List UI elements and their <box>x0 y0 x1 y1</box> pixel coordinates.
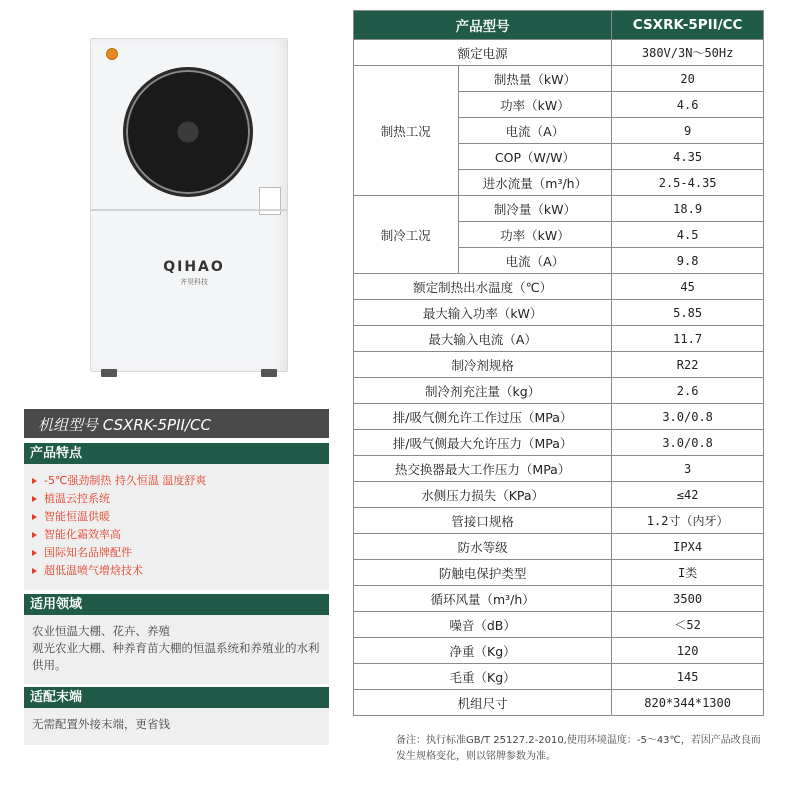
spec-label: 水侧压力损失（KPa） <box>354 482 612 508</box>
spec-row <box>354 66 764 92</box>
spec-label: 额定制热出水温度（℃） <box>354 274 612 300</box>
application-heading: 适用领域 <box>24 594 329 615</box>
spec-label: 制冷剂规格 <box>354 352 612 378</box>
feature-item <box>32 472 329 490</box>
spec-label: 排/吸气侧最大允许压力（MPa） <box>354 430 612 456</box>
header-param: 产品型号 <box>354 11 612 40</box>
spec-row <box>354 40 764 66</box>
feature-text: 智能恒温供暖 <box>44 510 110 523</box>
bullet-triangle-icon <box>32 514 37 520</box>
spec-value: 4.35 <box>612 144 764 170</box>
spec-label: 制冷量（kW） <box>458 196 612 222</box>
spec-value: ＜52 <box>612 612 764 638</box>
brand-logo-icon <box>106 48 118 60</box>
bullet-triangle-icon <box>32 568 37 574</box>
model-title: 机组型号 CSXRK-5PII/CC <box>38 416 211 434</box>
spec-row <box>354 300 764 326</box>
unit-foot <box>101 369 117 377</box>
spec-label: COP（W/W） <box>458 144 612 170</box>
spec-value: 4.6 <box>612 92 764 118</box>
feature-text: -5℃强劲制热 持久恒温 温度舒爽 <box>44 474 207 487</box>
spec-body <box>354 40 764 716</box>
spec-value: ≤42 <box>612 482 764 508</box>
spec-value: 3 <box>612 456 764 482</box>
spec-label: 净重（Kg） <box>354 638 612 664</box>
spec-header-row <box>354 11 764 40</box>
spec-value: 3.0/0.8 <box>612 404 764 430</box>
feature-text: 国际知名品牌配件 <box>44 546 132 559</box>
spec-row <box>354 378 764 404</box>
spec-value: 3500 <box>612 586 764 612</box>
spec-label: 最大输入功率（kW） <box>354 300 612 326</box>
terminal-heading: 适配末端 <box>24 687 329 708</box>
spec-label: 噪音（dB） <box>354 612 612 638</box>
feature-text: 植温云控系统 <box>44 492 110 505</box>
unit-brand-sub: 齐昊科技 <box>180 278 208 286</box>
spec-label: 管接口规格 <box>354 508 612 534</box>
spec-group-label: 制热工况 <box>354 66 459 196</box>
spec-row <box>354 482 764 508</box>
spec-row <box>354 638 764 664</box>
spec-row <box>354 352 764 378</box>
spec-row <box>354 404 764 430</box>
bullet-triangle-icon <box>32 532 37 538</box>
features-list <box>24 464 329 580</box>
unit-foot <box>261 369 277 377</box>
bullet-triangle-icon <box>32 478 37 484</box>
product-image <box>78 38 288 380</box>
spec-value: 2.6 <box>612 378 764 404</box>
feature-text: 超低温喷气增焓技术 <box>44 564 143 577</box>
bullet-triangle-icon <box>32 550 37 556</box>
spec-row <box>354 274 764 300</box>
spec-value: 2.5-4.35 <box>612 170 764 196</box>
spec-row <box>354 586 764 612</box>
spec-row <box>354 326 764 352</box>
spec-value: 120 <box>612 638 764 664</box>
spec-value: 145 <box>612 664 764 690</box>
spec-label: 毛重（Kg） <box>354 664 612 690</box>
spec-value: 18.9 <box>612 196 764 222</box>
spec-label: 循环风量（m³/h） <box>354 586 612 612</box>
spec-label: 功率（kW） <box>458 222 612 248</box>
spec-label: 功率（kW） <box>458 92 612 118</box>
features-heading: 产品特点 <box>24 443 329 464</box>
spec-value: 4.5 <box>612 222 764 248</box>
spec-label: 防水等级 <box>354 534 612 560</box>
spec-value: 9 <box>612 118 764 144</box>
spec-row <box>354 690 764 716</box>
heat-pump-unit <box>90 38 288 372</box>
spec-label: 最大输入电流（A） <box>354 326 612 352</box>
spec-row <box>354 534 764 560</box>
spec-value: I类 <box>612 560 764 586</box>
spec-value: 20 <box>612 66 764 92</box>
feature-item <box>32 490 329 508</box>
spec-label: 电流（A） <box>458 248 612 274</box>
model-title-bar <box>24 409 329 438</box>
features-panel <box>24 443 329 590</box>
spec-label: 额定电源 <box>354 40 612 66</box>
spec-row <box>354 430 764 456</box>
spec-row <box>354 612 764 638</box>
spec-value: 380V/3N～50Hz <box>612 40 764 66</box>
feature-item <box>32 544 329 562</box>
spec-value: 5.85 <box>612 300 764 326</box>
terminal-text: 无需配置外接末端，更省钱 <box>32 717 170 731</box>
spec-row <box>354 560 764 586</box>
spec-value: 820*344*1300 <box>612 690 764 716</box>
spec-label: 热交换器最大工作压力（MPa） <box>354 456 612 482</box>
footnote: 备注：执行标准GB/T 25127.2-2010,使用环境温度：-5～43℃，若因产品改良而发生规格变化，则以铭牌参数为准。 <box>396 735 761 762</box>
header-value: CSXRK-5PII/CC <box>612 11 764 40</box>
bullet-triangle-icon <box>32 496 37 502</box>
unit-brand: QIHAO <box>163 259 225 275</box>
spec-value: 11.7 <box>612 326 764 352</box>
spec-label: 制冷剂充注量（kg） <box>354 378 612 404</box>
application-panel <box>24 594 329 684</box>
feature-item <box>32 562 329 580</box>
spec-value: 45 <box>612 274 764 300</box>
terminal-panel <box>24 687 329 745</box>
application-line: 观光农业大棚、种养育苗大棚的恒温系统和养殖业的水利供用。 <box>32 641 320 672</box>
spec-value: R22 <box>612 352 764 378</box>
spec-label: 排/吸气侧允许工作过压（MPa） <box>354 404 612 430</box>
spec-value: 9.8 <box>612 248 764 274</box>
spec-value: IPX4 <box>612 534 764 560</box>
feature-item <box>32 526 329 544</box>
spec-row <box>354 196 764 222</box>
spec-row <box>354 508 764 534</box>
spec-label: 进水流量（m³/h） <box>458 170 612 196</box>
panel-seam <box>91 209 287 211</box>
spec-row <box>354 664 764 690</box>
spec-label: 防触电保护类型 <box>354 560 612 586</box>
feature-text: 智能化霜效率高 <box>44 528 121 541</box>
feature-item <box>32 508 329 526</box>
application-line: 农业恒温大棚、花卉、养殖 <box>32 624 170 638</box>
spec-label: 机组尺寸 <box>354 690 612 716</box>
spec-table <box>353 10 764 716</box>
spec-row <box>354 456 764 482</box>
application-text <box>24 615 329 682</box>
spec-value: 3.0/0.8 <box>612 430 764 456</box>
fan-grille-icon <box>123 67 253 197</box>
spec-group-label: 制冷工况 <box>354 196 459 274</box>
spec-value: 1.2寸（内牙） <box>612 508 764 534</box>
spec-label: 制热量（kW） <box>458 66 612 92</box>
spec-label: 电流（A） <box>458 118 612 144</box>
